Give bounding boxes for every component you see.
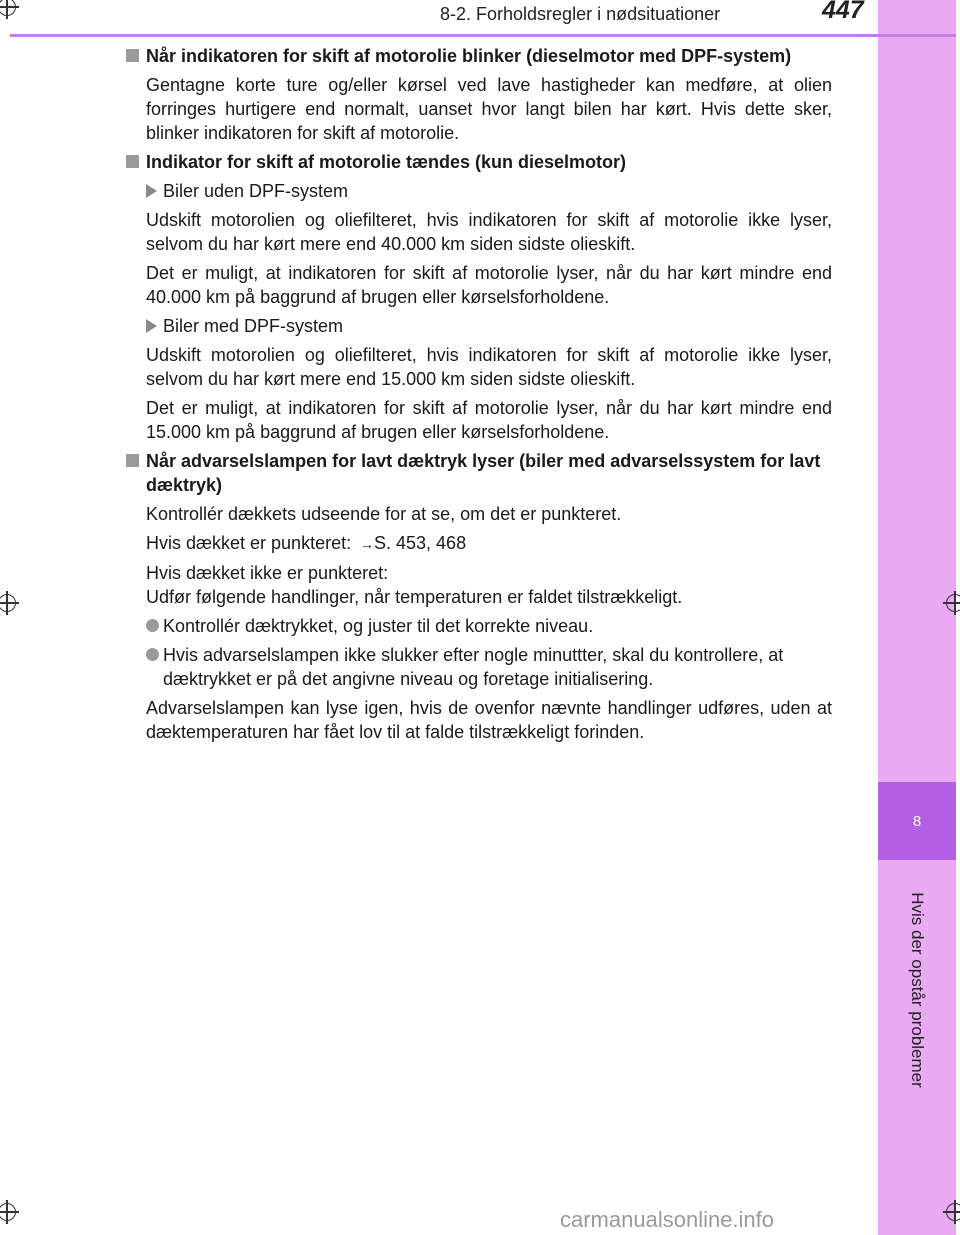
heading-text: Indikator for skift af motorolie tændes (kun dieselmotor) [146,152,627,172]
paragraph-line: Hvis dækket ikke er punkteret: [146,563,389,583]
paragraph-line: Udfør følgende handlinger, når temperaturen er faldet tilstrækkeligt. [146,587,683,607]
arrow-right-icon: → [356,536,374,552]
chapter-title: Hvis der opstår problemer [908,892,928,1088]
heading-text: Når advarselslampen for lavt dæktryk lyser (biler med advarselssystem for lavt dæktryk) [146,451,821,495]
heading-text: Når indikatoren for skift af motorolie blinker (dieselmotor med DPF-system) [146,46,792,66]
paragraph: Det er muligt, at indikatoren for skift af motorolie lyser, når du har kørt mindre end 15.000 km på baggrund af brugen eller kørselsforholdene. [146,398,832,442]
chapter-tab [878,782,956,860]
section-heading [126,150,832,174]
sub-heading [146,179,832,203]
sub-heading [146,314,832,338]
registration-mark-icon [0,1203,16,1221]
registration-mark-icon [946,1203,960,1221]
list-item-text: Kontrollér dæktrykket, og juster til det korrekte niveau. [163,616,594,636]
circle-bullet-icon [146,648,159,661]
registration-mark-icon [946,594,960,612]
paragraph-reference [146,531,832,556]
sub-heading-text: Biler med DPF-system [163,316,344,336]
footer-watermark: carmanualsonline.info [560,1207,775,1232]
square-bullet-icon [126,155,139,168]
list-item [146,614,832,638]
square-bullet-icon [126,454,139,467]
chapter-number: 8 [912,812,922,830]
page-reference-link[interactable]: S. 453, 468 [374,533,467,553]
header-divider [10,34,956,37]
paragraph: Kontrollér dækkets udseende for at se, om det er punkteret. [146,504,622,524]
paragraph: Udskift motorolien og oliefilteret, hvis indikatoren for skift af motorolie ikke lyser, selvom du har kørt mere end 40.000 km siden sidste olieskift. [146,210,832,254]
page-content [126,44,832,749]
square-bullet-icon [126,49,139,62]
paragraph: Udskift motorolien og oliefilteret, hvis indikatoren for skift af motorolie ikke lyser, selvom du har kørt mere end 15.000 km siden sidste olieskift. [146,345,832,389]
circle-bullet-icon [146,619,159,632]
registration-mark-icon [0,594,16,612]
registration-mark-icon [0,0,16,16]
section-heading [126,449,832,497]
triangle-bullet-icon [146,184,157,198]
paragraph: Gentagne korte ture og/eller kørsel ved lave hastigheder kan medføre, at olien forringes hurtigere end normalt, uanset hvor langt bilen har kørt. Hvis dette sker, blinker indikatoren for skift af motorolie. [146,75,832,143]
triangle-bullet-icon [146,319,157,333]
list-item-text: Hvis advarselslampen ikke slukker efter nogle minuttter, skal du kontrollere, at dæktrykket er på det angivne niveau og foretage initialisering. [163,645,784,689]
list-item [146,643,832,691]
section-heading [126,44,832,68]
paragraph [146,561,832,609]
page-number: 447 [822,0,864,24]
chapter-title-container [878,870,956,1110]
section-header: 8-2. Forholdsregler i nødsituationer [440,4,721,24]
sub-heading-text: Biler uden DPF-system [163,181,349,201]
reference-prefix: Hvis dækket er punkteret: [146,533,352,553]
paragraph: Det er muligt, at indikatoren for skift af motorolie lyser, når du har kørt mindre end 40.000 km på baggrund af brugen eller kørselsforholdene. [146,263,832,307]
paragraph: Advarselslampen kan lyse igen, hvis de ovenfor nævnte handlinger udføres, uden at dæktemperaturen har fået lov til at falde tilstrækkeligt forinden. [146,698,832,742]
